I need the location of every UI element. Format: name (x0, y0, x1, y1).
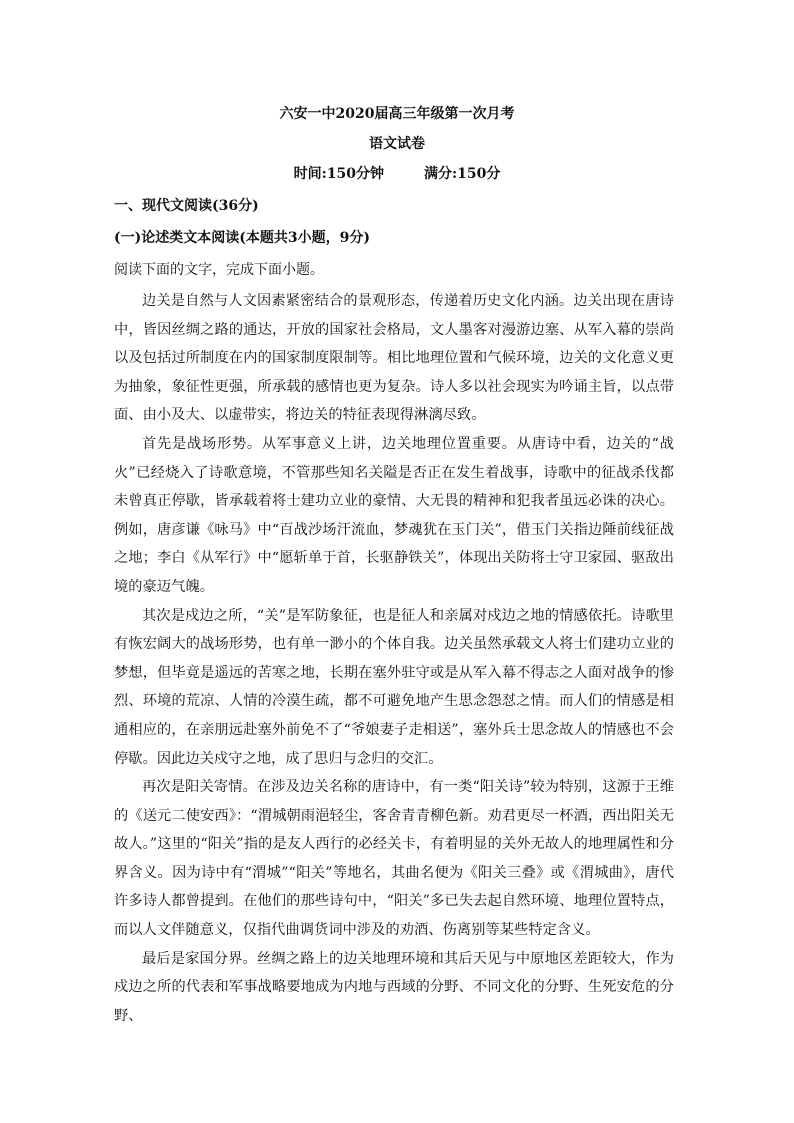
exam-title: 六安一中2020届高三年级第一次月考 (279, 106, 515, 122)
passage-paragraph-5: 最后是家国分界。丝绸之路上的边关地理环境和其后天见与中原地区差距较大，作为戍边之所的代表和军事战略要地成为内地与西域的分野、不同文化的分野、生死安危的分野、 (114, 950, 674, 1024)
exam-time: 时间:150分钟 (293, 166, 384, 182)
exam-subject: 语文试卷 (369, 136, 425, 152)
reading-instruction: 阅读下面的文字，完成下面小题。 (114, 262, 324, 278)
reading-passage (114, 287, 674, 1030)
exam-score: 满分:150分 (424, 166, 501, 182)
subsection-heading: (一)论述类文本阅读(本题共3小题，9分) (114, 230, 370, 246)
passage-paragraph-2: 首先是战场形势。从军事意义上讲，边关地理位置重要。从唐诗中看，边关的“战火”已经烧入了诗歌意境，不管那些知名关隘是否正在发生着战事，诗歌中的征战杀伐都未曾真正停歇，皆承载着将士建功立业的豪情、大无畏的精神和犯我者虽远必诛的决心。例如，唐彦谦《咏马》中“百战沙场汗流血，梦魂犹在玉门关”，借玉门关指边陲前线征战之地；李白《从军行》中“愿斩单于首，长驱静铁关”，体现出关防将士守卫家园、驱敌出境的豪迈气魄。 (114, 435, 674, 595)
section-heading: 一、现代文阅读(36分) (114, 198, 259, 214)
passage-paragraph-3: 其次是戍边之所，“关”是军防象征，也是征人和亲属对戍边之地的情感依托。诗歌里有恢宏阔大的战场形势，也有单一渺小的个体自我。边关虽然承载文人将士们建功立业的梦想，但毕竟是遥远的苦寒之地，长期在塞外驻守或是从军入幕不得志之人面对战争的惨烈、环境的荒凉、人情的冷漠生疏，都不可避免地产生思念怨怼之情。而人们的情感是相通相应的，在亲朋远赴塞外前免不了“爷娘妻子走相送”，塞外兵士思念故人的情感也不会停歇。因此边关戍守之地，成了思归与念归的交汇。 (114, 607, 674, 767)
passage-paragraph-1: 边关是自然与人文因素紧密结合的景观形态，传递着历史文化内涵。边关出现在唐诗中，皆因丝绸之路的通达，开放的国家社会格局，文人墨客对漫游边塞、从军入幕的崇尚以及包括过所制度在内的国家制度限制等。相比地理位置和气候环境，边关的文化意义更为抽象，象征性更强，所承载的感情也更为复杂。诗人多以社会现实为吟诵主旨，以点带面、由小及大、以虚带实，将边关的特征表现得淋漓尽致。 (114, 293, 674, 424)
exam-meta (0, 164, 794, 184)
passage-paragraph-4: 再次是阳关寄情。在涉及边关名称的唐诗中，有一类“阳关诗”较为特别，这源于王维的《送元二使安西》：“渭城朝雨浥轻尘，客舍青青柳色新。劝君更尽一杯酒，西出阳关无故人。”这里的“阳关”指的是友人西行的必经关卡，有着明显的关外无故人的地理属性和分界含义。因为诗中有“渭城”“阳关”等地名，其曲名便为《阳关三叠》或《渭城曲》，唐代许多诗人都曾提到。在他们的那些诗句中，“阳关”多已失去起自然环境、地理位置特点，而以人文伴随意义，仅指代曲调货词中涉及的劝酒、伤离别等某些特定含义。 (114, 779, 674, 939)
